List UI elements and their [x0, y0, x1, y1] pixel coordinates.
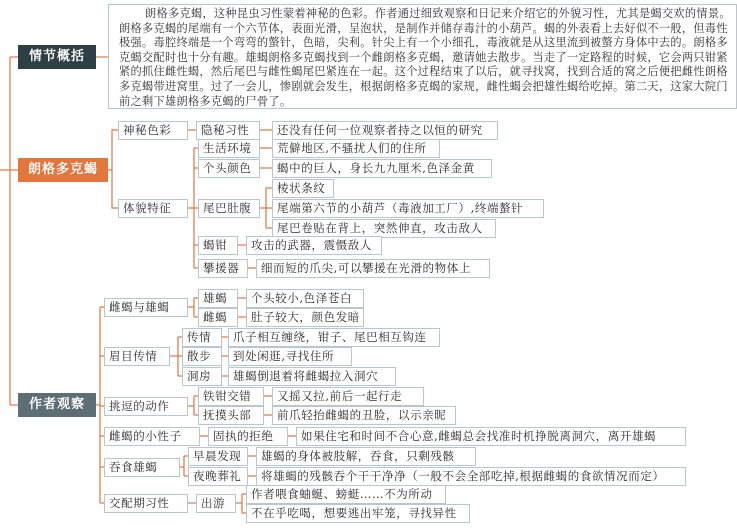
node-female[interactable]: 雌蝎	[198, 308, 238, 327]
node-pincers-detail: 攻击的武器，震慑敌人	[246, 236, 382, 255]
node-female-temper[interactable]: 雌蝎的小性子	[104, 427, 200, 446]
node-stroke-head[interactable]: 抚摸头部	[198, 406, 264, 425]
node-body-features[interactable]: 体貌特征	[118, 199, 188, 218]
node-habitat-detail: 荒僻地区,不骚扰人们的住所	[272, 139, 440, 158]
node-flirt[interactable]: 传情	[182, 328, 222, 347]
node-outing-detail-2: 不在乎吃喝，想要逃出牢笼，寻找异性	[246, 504, 470, 523]
node-tail-detail-3: 尾巴卷贴在背上，突然伸直，攻击敌人	[272, 219, 496, 238]
topic-languedoc-scorpion[interactable]: 朗格多克蝎	[18, 158, 108, 182]
node-stubborn-refusal-detail: 如果住宅和时间不合心意,雌蝎总会找准时机挣脱离洞穴，离开雄蝎	[296, 427, 686, 446]
node-mystery[interactable]: 神秘色彩	[118, 121, 188, 140]
node-outing-detail-1: 作者喂食蚰蜒、螃蜓……不为所动	[246, 485, 446, 504]
node-mating-habits[interactable]: 交配期习性	[104, 494, 188, 513]
node-night-funeral[interactable]: 夜晚葬礼	[188, 467, 248, 486]
node-courtship[interactable]: 眉目传情	[104, 347, 170, 366]
topic-author-observation[interactable]: 作者观察	[18, 393, 96, 417]
node-locked-pincers[interactable]: 铁钳交错	[198, 387, 264, 406]
node-outing[interactable]: 出游	[196, 494, 236, 513]
node-bridal-room-detail: 雄蝎倒退着将雌蝎拉入洞穴	[228, 367, 396, 386]
node-male-detail: 个头较小,色泽苍白	[246, 289, 364, 308]
node-climbing-claws[interactable]: 攀援器	[198, 259, 248, 278]
node-flirt-detail: 爪子相互缠绕，钳子、尾巴相互钩连	[228, 328, 440, 347]
node-walk[interactable]: 散步	[182, 347, 222, 366]
node-male[interactable]: 雄蝎	[198, 289, 238, 308]
node-devour-male[interactable]: 吞食雄蝎	[104, 458, 180, 477]
node-night-funeral-detail: 将雄蝎的残骸吞个干干净净（一般不会全部吃掉,根据雌蝎的食欲情况而定）	[256, 467, 686, 486]
node-stroke-head-detail: 前爪轻抬雌蝎的丑脸，以示亲昵	[272, 406, 456, 425]
plot-summary-text: 朗格多克蝎，这种昆虫习性蒙着神秘的色彩。作者通过细致观察和日记来介绍它的外貌习性，尤其是蝎交欢的情景。朗格多克蝎的尾端有一个六节体，表面光滑，呈泡状，是制作并储存毒汁的小葫芦。蝎的外表看上去好似不一般，但毒性极强。毒腔终端是一个弯弯的螫针，色暗，尖利。针尖上有一个小细孔，毒液就是从这里流到被螫方身体中去的。朗格多克蝎交配时也十分有趣。雄蝎朗格多克蝎找到一个雌朗格多克蝎，邀请她去散步。当走了一定路程的时候，它会两只钳紧紧的抓住雌性蝎，然后尾巴与雌性蝎尾巴紧连在一起。这个过程结束了以后，就寻找窝，找到合适的窝之后便把雌性朗格多克蝎带进窝里。过了一会儿，惨剧就会发生，根据朗格多克蝎的家规，雌性蝎会把雄性蝎给吃掉。第二天，这家大院门前之剩下雄朗格多克蝎的尸骨了。	[108, 4, 737, 109]
topic-plot-summary[interactable]: 情节概括	[18, 45, 96, 69]
node-climbing-claws-detail: 细而短的爪尖,可以攀援在光滑的物体上	[256, 259, 490, 278]
node-female-detail: 肚子较大，颜色发暗	[246, 308, 364, 327]
node-tail-belly[interactable]: 尾巴肚腹	[198, 199, 260, 218]
node-tail-detail-2: 尾端第六节的小葫芦（毒液加工厂）,终端螯针	[272, 199, 544, 218]
node-bridal-room[interactable]: 洞房	[182, 367, 222, 386]
node-pincers[interactable]: 蝎钳	[198, 236, 238, 255]
node-stubborn-refusal[interactable]: 固执的拒绝	[208, 427, 288, 446]
node-locked-pincers-detail: 又摇又拉,前后一起行走	[272, 387, 424, 406]
node-secret-habit[interactable]: 隐秘习性	[196, 121, 260, 140]
node-male-female[interactable]: 雌蝎与雄蝎	[104, 298, 188, 317]
node-morning-discovery-detail: 雄蝎的身体被肢解，吞食，只剩残骸	[256, 447, 476, 466]
node-walk-detail: 到处闲逛,寻找住所	[228, 347, 352, 366]
node-secret-habit-detail: 还没有任何一位观察者持之以恒的研究	[272, 121, 498, 140]
node-morning-discovery[interactable]: 早晨发现	[188, 447, 248, 466]
node-size-color[interactable]: 个头颜色	[198, 159, 260, 178]
node-teasing-moves[interactable]: 挑逗的动作	[104, 397, 188, 416]
node-tail-detail-1: 棱状条纹	[272, 179, 334, 198]
node-size-color-detail: 蝎中的巨人，身长九九厘米,色泽金黄	[272, 159, 492, 178]
node-habitat[interactable]: 生活环境	[198, 139, 260, 158]
